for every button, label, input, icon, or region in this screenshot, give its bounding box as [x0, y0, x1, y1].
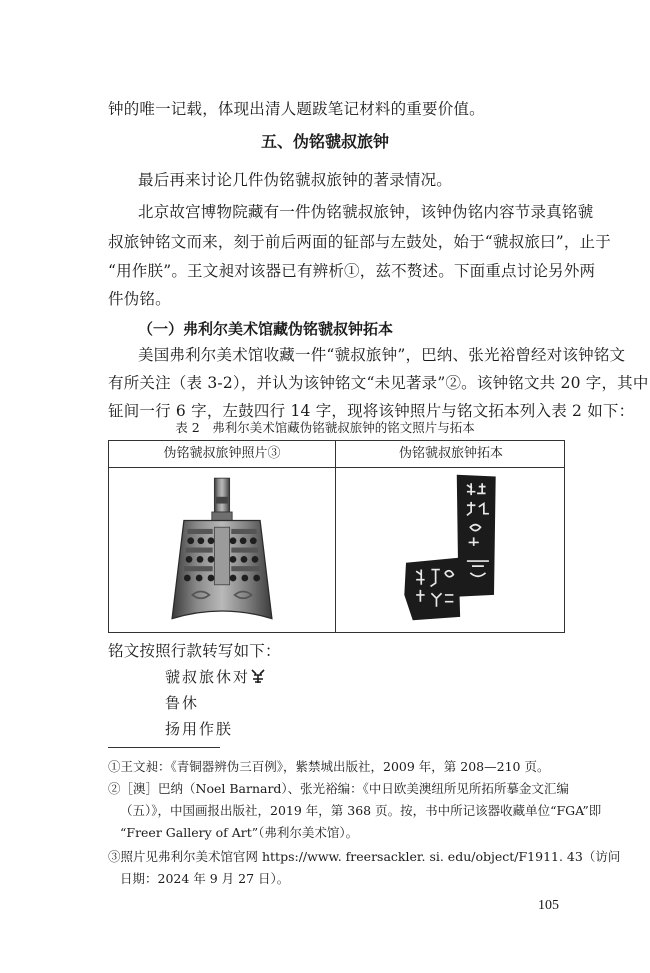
subsection-title: （一）弗利尔美术馆藏伪铭虢叔钟拓本	[138, 320, 394, 338]
inscription-table	[108, 440, 565, 633]
paragraph-2-line-4: 件伪铭。	[108, 290, 171, 308]
section-title: 五、伪铭虢叔旅钟	[260, 132, 389, 151]
footnote-rule	[108, 747, 220, 748]
transcription-intro: 铭文按照行款转写如下：	[108, 642, 281, 660]
body-line: 钟的唯一记载，体现出清人题跋笔记材料的重要价值。	[108, 100, 485, 118]
bell-photo	[109, 468, 335, 633]
footnote-1: ①王文昶：《青铜器辨伪三百例》，紫禁城出版社，2009 年，第 208—210 页。	[108, 759, 550, 774]
paragraph-3-line-1: 美国弗利尔美术馆收藏一件“虢叔旅钟”，巴纳、张光裕曾经对该钟铭文	[138, 346, 626, 364]
footnote-2-line-3: “Freer Gallery of Art”（弗利尔美术馆）。	[120, 825, 359, 840]
transcription-text: 虢叔旅休对	[165, 668, 251, 686]
archaic-character-icon	[250, 666, 266, 692]
paragraph-2-line-2: 叔旅钟铭文而来，刻于前后两面的钲部与左鼓处，始于“虢叔旅曰”，止于	[108, 233, 611, 251]
transcription-line-2: 鲁休	[165, 694, 200, 712]
footnote-2-line-2: （五）》，中国画报出版社，2019 年，第 368 页。按，书中所记该器收藏单位“FGA”即	[120, 803, 602, 818]
footnote-3-line-1: ③照片见弗利尔美术馆官网 https://www. freersackler. si. edu/object/F1911. 43（访问	[108, 849, 621, 864]
paragraph-3-line-3: 钲间一行 6 字，左鼓四行 14 字，现将该钟照片与铭文拓本列入表 2 如下：	[108, 402, 635, 420]
inscription-rubbing	[336, 468, 564, 633]
paragraph-2-line-3: “用作朕”。王文昶对该器已有辨析①，兹不赘述。下面重点讨论另外两	[108, 262, 596, 280]
table-header-photo: 伪铭虢叔旅钟照片③	[163, 446, 281, 461]
page-number: 105	[538, 898, 559, 913]
table-header-rubbing: 伪铭虢叔旅钟拓本	[398, 446, 503, 461]
paragraph-3-line-2: 有所关注（表 3-2），并认为该钟铭文“未见著录”②。该钟铭文共 20 字，其中	[108, 374, 649, 392]
table-caption: 表 2 弗利尔美术馆藏伪铭虢叔旅钟的铭文照片与拓本	[175, 420, 475, 435]
paragraph-1: 最后再来讨论几件伪铭虢叔旅钟的著录情况。	[138, 171, 453, 189]
transcription-line-3: 扬用作朕	[165, 720, 234, 738]
footnote-2-line-1: ②［澳］巴纳（Noel Barnard）、张光裕编：《中日欧美澳纽所见所拓所摹金文汇编	[108, 781, 569, 796]
transcription-line-1	[165, 664, 266, 692]
footnote-3-line-2: 日期：2024 年 9 月 27 日）。	[120, 871, 290, 886]
paragraph-2-line-1: 北京故宫博物院藏有一件伪铭虢叔旅钟，该钟伪铭内容节录真铭虢	[138, 203, 594, 221]
